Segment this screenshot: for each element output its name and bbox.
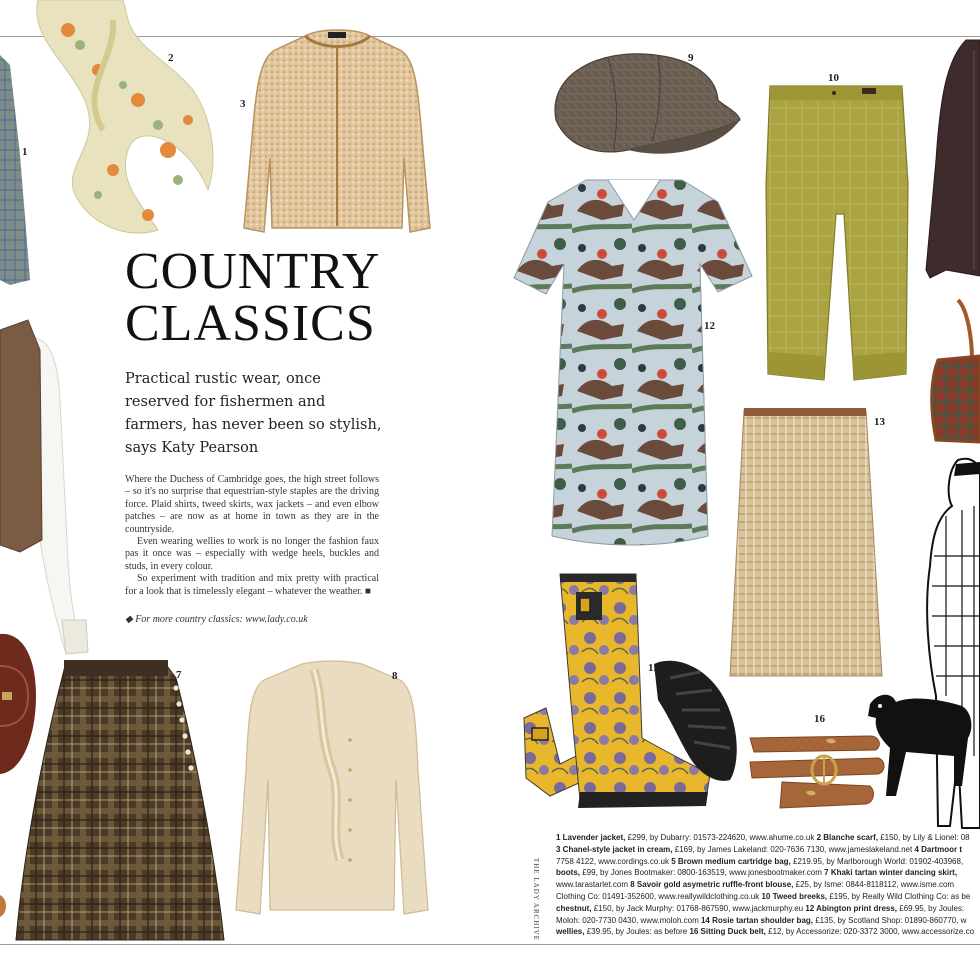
credit-line — [556, 915, 980, 927]
credit-line — [556, 844, 980, 856]
credit-item-name: 5 Brown medium cartridge bag, — [671, 856, 791, 866]
title-line-2: CLASSICS — [125, 295, 376, 352]
bottom-rule — [0, 944, 980, 945]
credit-line — [556, 832, 980, 844]
credit-details: Moloh: 020-7730 0430, www.moloh.com — [556, 915, 701, 925]
spine-archive-text: THE LADY ARCHIVE — [532, 858, 540, 942]
credit-item-name: 8 Savoir gold asymetric ruffle-front blouse, — [630, 880, 794, 890]
more-link[interactable]: ◆ For more country classics: www.lady.co.uk — [125, 614, 308, 625]
product-credits — [556, 832, 980, 938]
credit-details: Clothing Co: 01491-352600, www.reallywildclothing.co.uk — [556, 891, 762, 901]
item-number-7: 7 — [176, 669, 182, 681]
credit-details: £69.95, by Joules: — [897, 903, 965, 913]
credit-item-name: 10 Tweed breeks, — [761, 891, 828, 901]
item-number-2: 2 — [168, 52, 174, 64]
credit-details: £25, by Isme: 0844-8118112, www.isme.com — [793, 880, 955, 890]
ruffle-blouse-image — [232, 660, 432, 922]
credit-line — [556, 856, 980, 868]
floral-scarf-image — [18, 0, 214, 242]
credit-item-name: 2 Blanche scarf, — [816, 833, 878, 842]
credit-item-name: chestnut, — [556, 903, 592, 913]
item-number-10: 10 — [828, 72, 839, 84]
small-tan-fragment — [0, 895, 10, 917]
body-paragraph-3: So experiment with tradition and mix pretty with practical for a look that is timelessly elegant – whatever the weather. ■ — [125, 573, 379, 597]
waistcoat-shirt-image — [0, 320, 90, 655]
item-number-16: 16 — [814, 713, 825, 725]
chanel-jacket-image — [240, 28, 434, 236]
article-body — [125, 474, 379, 598]
credit-details: 7758 4122, www.cordings.co.uk — [556, 856, 672, 866]
body-paragraph-2: Even wearing wellies to work is no longer the fashion faux pas it once was – especially with wedge heels, buckles and studs, in every colour. — [125, 536, 379, 572]
item-number-15: 15 — [648, 662, 659, 674]
credit-line — [556, 867, 980, 879]
tartan-shoulder-bag-image — [928, 300, 980, 446]
floral-wellies-image — [520, 568, 742, 812]
item-number-3: 3 — [240, 98, 246, 110]
credit-item-name: 4 Dartmoor t — [914, 844, 962, 854]
credit-line — [556, 926, 980, 938]
item-number-12: 12 — [704, 320, 715, 332]
credit-item-name: 3 Chanel-style jacket in cream, — [556, 844, 673, 854]
item-number-1: 1 — [22, 146, 28, 158]
credit-item-name: 12 Abington print dress, — [805, 903, 898, 913]
credit-details: £219.95, by Marlborough World: 01902-403968, — [790, 856, 964, 866]
credit-item-name: boots, — [556, 868, 580, 878]
standfirst: Practical rustic wear, once reserved for fishermen and farmers, has never been so stylish, says Katy Pearson — [125, 371, 382, 456]
tweed-cap-image — [548, 50, 742, 164]
credit-details: £99, by Jones Bootmaker: 0800-163519, www.jonesbootmaker.com — [580, 868, 825, 878]
tartan-skirt-image — [14, 658, 228, 944]
tweed-skirt-image — [726, 406, 886, 684]
credit-details: £195, by Really Wild Clothing Co: as be — [827, 891, 971, 901]
credit-item-name: 7 Khaki tartan winter dancing skirt, — [824, 868, 958, 878]
credit-details: £150, by Jack Murphy: 01768-867590, www.jackmurphy.eu — [591, 903, 806, 913]
credit-details: £299, by Dubarry: 01573-224620, www.ahume.co.uk — [625, 833, 817, 842]
abington-print-dress-image — [512, 176, 756, 548]
title-line-1: COUNTRY — [125, 243, 381, 300]
credit-details: £135, by Scotland Shop: 01890-860770, w — [813, 915, 967, 925]
item-number-8: 8 — [392, 670, 398, 682]
credit-details: £169, by James Lakeland: 020-7636 7130, www.jameslakeland.net — [672, 844, 915, 854]
credit-details: www.tarastarlet.com — [556, 880, 631, 890]
body-paragraph-1: Where the Duchess of Cambridge goes, the high street follows – so it's no surprise that equestrian-style staples are the driving force. Plaid shirts, tweed skirts, wax jackets – and even elbow patches – are now as at home in town as they are in the countryside. — [125, 474, 379, 535]
credit-item-name: wellies, — [556, 927, 585, 937]
dark-jacket-image — [926, 40, 980, 280]
credit-item-name: 16 Sitting Duck belt, — [689, 927, 766, 937]
tweed-breeks-image — [762, 84, 912, 384]
credit-line — [556, 903, 980, 915]
credit-line — [556, 891, 980, 903]
item-number-13: 13 — [874, 416, 885, 428]
item-number-9: 9 — [688, 52, 694, 64]
credit-details: £12, by Accessorize: 020-3372 3000, www.accessorize.co — [765, 927, 975, 937]
credit-item-name: 1 Lavender jacket, — [556, 833, 626, 842]
credit-details: £39.95, by Joules: as before — [584, 927, 690, 937]
article-title — [125, 243, 455, 352]
sitting-duck-belt-image — [746, 732, 886, 814]
credit-item-name: 14 Rosie tartan shoulder bag, — [700, 915, 813, 925]
credit-details: £150, by Lily & Lionel: 08 — [877, 833, 970, 842]
credit-line — [556, 879, 980, 891]
